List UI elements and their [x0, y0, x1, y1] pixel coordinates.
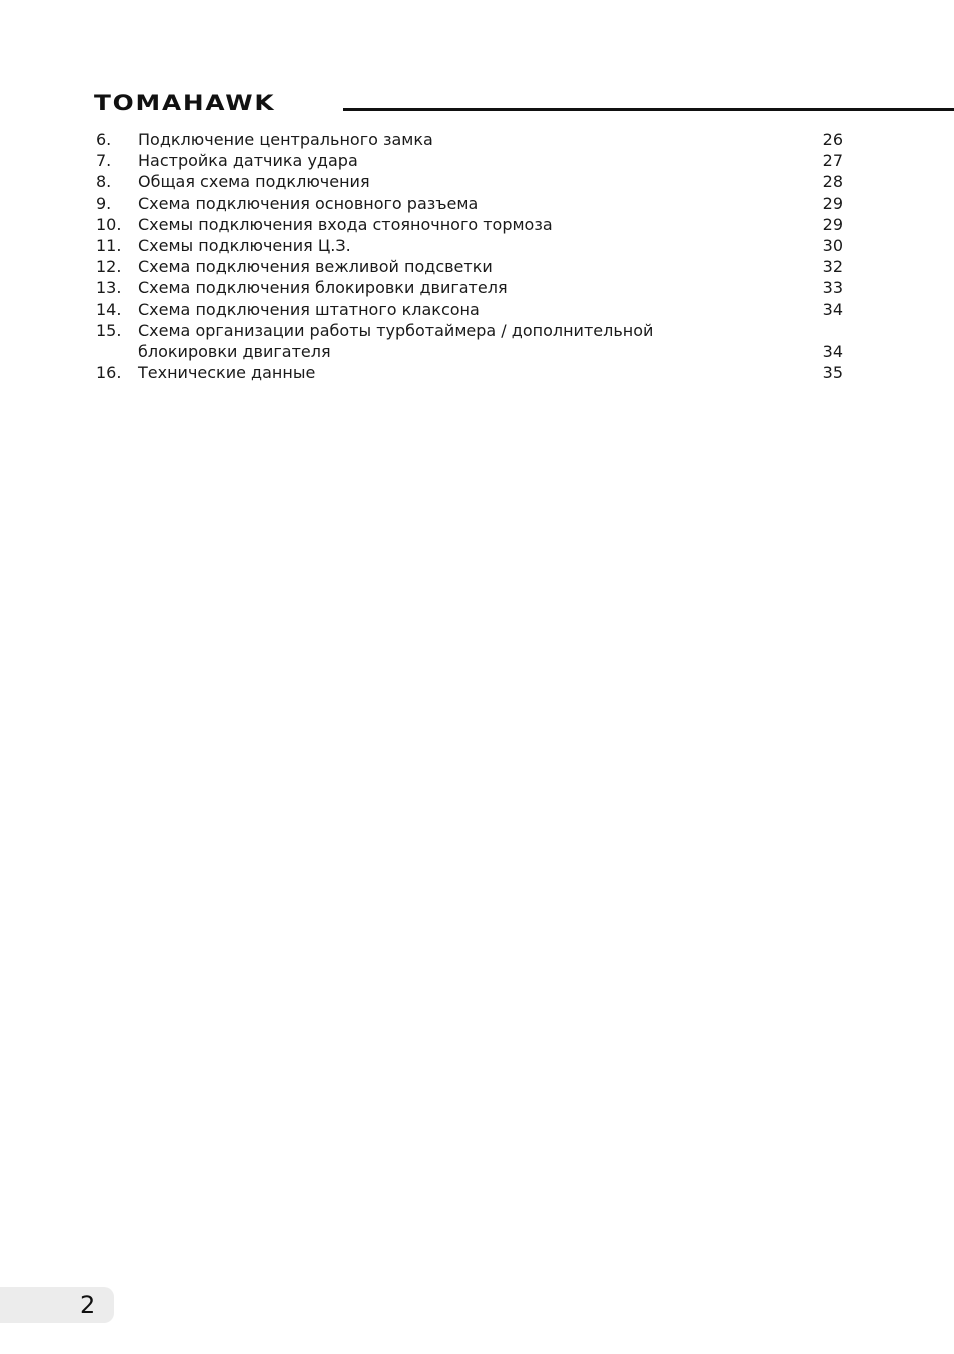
toc-entry-title: Технические данные	[138, 363, 316, 383]
toc-entry-number: 13.	[96, 278, 122, 298]
toc-entry-page: 28	[822, 172, 843, 192]
toc-entry-title: Настройка датчика удара	[138, 151, 358, 171]
toc-entry-page: 29	[822, 214, 843, 234]
toc-entry[interactable]	[96, 193, 856, 214]
header-rule	[343, 108, 954, 111]
toc-entry-number: 6.	[96, 130, 112, 149]
page-number-tab	[0, 1287, 114, 1323]
toc-entry-number: 15.	[96, 320, 122, 340]
toc-entry[interactable]	[96, 362, 856, 383]
toc-entry-title: Схема организации работы турботаймера / дополнительной блокировки двигателя	[138, 320, 654, 362]
toc-entry-title: Схема подключения штатного клаксона	[138, 299, 480, 319]
toc-entry-number: 12.	[96, 257, 122, 277]
toc-entry-number: 7.	[96, 151, 112, 171]
toc-entry-number: 10.	[96, 214, 122, 234]
toc-entry[interactable]	[96, 299, 856, 320]
toc-entry-page: 32	[822, 257, 843, 277]
toc-entry-page: 33	[822, 278, 843, 298]
toc-entry-number: 14.	[96, 299, 122, 319]
toc-entry[interactable]	[96, 235, 856, 256]
toc-entry-title: Общая схема подключения	[138, 172, 370, 192]
toc-entry-number: 8.	[96, 172, 112, 192]
toc-entry[interactable]	[96, 256, 856, 277]
toc-entry[interactable]	[96, 277, 856, 298]
toc-entry-page: 34	[822, 299, 843, 319]
toc-entry-number: 9.	[96, 193, 112, 213]
toc-entry-number: 11.	[96, 236, 122, 256]
toc-entry-title: Схема подключения основного разъема	[138, 193, 479, 213]
toc-entry-number: 16.	[96, 363, 122, 383]
toc-entry[interactable]	[96, 129, 856, 150]
toc-entry-page: 26	[822, 130, 843, 149]
toc-entry[interactable]	[96, 214, 856, 235]
toc-entry-page: 27	[822, 151, 843, 171]
toc-entry-title: Схемы подключения Ц.З.	[138, 236, 351, 256]
toc-entry-title: Схемы подключения входа стояночного тормоза	[138, 214, 553, 234]
page-number: 2	[80, 1291, 96, 1319]
table-of-contents	[96, 129, 856, 383]
toc-entry-page: 29	[822, 193, 843, 213]
toc-entry-page: 34	[822, 342, 843, 362]
toc-entry[interactable]	[96, 150, 856, 171]
toc-entry-page: 30	[822, 236, 843, 256]
toc-entry-title: Схема подключения вежливой подсветки	[138, 257, 493, 277]
brand-logo: TOMAHAWK	[94, 91, 276, 115]
toc-entry-title: Подключение центрального замка	[138, 130, 433, 149]
toc-entry[interactable]	[96, 320, 856, 362]
toc-entry-page: 35	[822, 363, 843, 383]
toc-entry[interactable]	[96, 171, 856, 192]
toc-entry-title: Схема подключения блокировки двигателя	[138, 278, 508, 298]
